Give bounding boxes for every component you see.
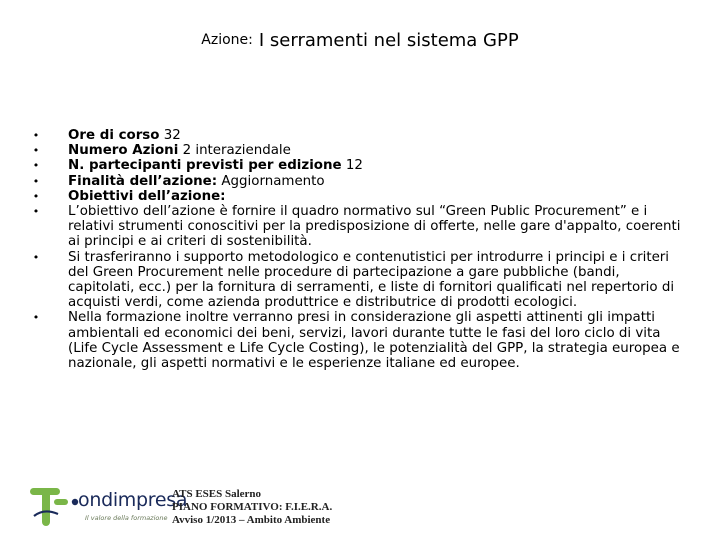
title-prefix: Azione: (201, 32, 253, 48)
item-label: Obiettivi dell’azione: (68, 188, 226, 204)
logo-tagline: Il valore della formazione (85, 514, 168, 522)
bullet-icon: • (32, 189, 40, 203)
logo-name: ondimpresa (78, 489, 188, 511)
bullet-icon: • (32, 129, 40, 142)
bullet-list (30, 128, 690, 371)
bullet-icon: • (32, 174, 40, 188)
list-item (30, 174, 690, 189)
item-label: Numero Azioni (68, 143, 179, 159)
title-main: I serramenti nel sistema GPP (258, 30, 519, 51)
bullet-icon: • (32, 311, 40, 325)
item-text: Si trasferiranno i supporto metodologico e contenutistici per introdurre i principi e i criteri del Green Procurement nelle procedure di partecipazione a gare pubbliche (bandi, capitolati, ecc.) per la fornitura di serramenti, e liste di fornitori qualificati nel repertorio di acquisti verdi, come azienda produttrice e distributrice di prodotti ecologici. (68, 249, 675, 311)
bullet-icon: • (32, 159, 40, 173)
item-text: Nella formazione inoltre verranno presi in considerazione gli aspetti attinenti gli impatti ambientali ed economici dei beni, servizi, lavori durante tutte le fasi del loro ciclo di vita (Life Cycle Assessment e Life Cycle Costing), le potenzialità del GPP, la strategia europea e nazionale, gli aspetti normativi e le esperienze italiane ed europee. (68, 310, 680, 372)
item-label: Finalità dell’azione: (68, 173, 218, 189)
slide-title (0, 30, 720, 51)
item-text: 32 (159, 128, 181, 143)
bullet-icon: • (32, 205, 40, 219)
footer-line: ATS ESES Salerno (172, 488, 262, 500)
bullet-icon: • (32, 250, 40, 264)
item-text: 12 (341, 158, 363, 174)
item-text: 2 interaziendale (178, 143, 291, 159)
fondimpresa-logo-icon (28, 484, 80, 528)
item-text: Aggiornamento (217, 173, 325, 189)
footer-info (172, 488, 332, 527)
fondimpresa-logo (28, 484, 188, 528)
bullet-icon: • (32, 144, 40, 158)
list-item (30, 310, 690, 371)
list-item (30, 250, 690, 311)
list-item (30, 143, 690, 158)
list-item (30, 158, 690, 173)
footer-line: Avviso 1/2013 – Ambito Ambiente (172, 514, 331, 526)
list-item (30, 204, 690, 250)
item-label: N. partecipanti previsti per edizione (68, 158, 342, 174)
item-text: L’obiettivo dell’azione è fornire il quadro normativo sul “Green Public Procurement” e i relativi strumenti conoscitivi per la predisposizione di offerte, nelle gare d'appalto, coerenti ai principi e ai criteri di sostenibilità. (68, 204, 681, 250)
list-item (30, 128, 690, 143)
item-label: Ore di corso (68, 128, 160, 143)
footer-line: PIANO FORMATIVO: F.I.E.R.A. (172, 501, 333, 513)
list-item (30, 189, 690, 204)
